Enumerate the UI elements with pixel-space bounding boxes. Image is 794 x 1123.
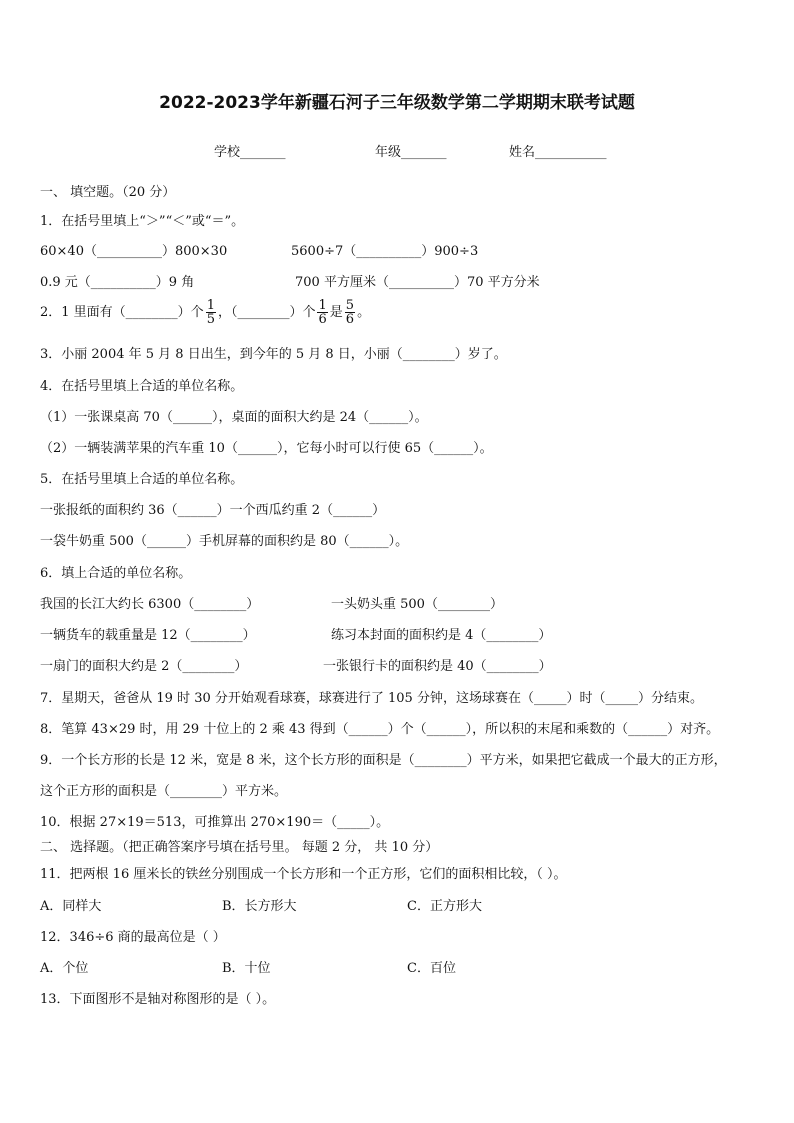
name-field: 姓名___________ xyxy=(509,145,607,160)
question-11-option-c: C．正方形大 xyxy=(407,899,482,914)
question-6f: 一张银行卡的面积约是 40（________） xyxy=(323,659,552,674)
question-4a: （1）一张课桌高 70（______），桌面的面积大约是 24（______）。 xyxy=(40,410,428,425)
question-6d: 练习本封面的面积约是 4（________） xyxy=(331,628,552,643)
question-1a: 60×40（__________）800×30 xyxy=(40,244,228,259)
question-2-prefix: 2．1 里面有（________）个 xyxy=(40,305,204,320)
question-4: 4．在括号里填上合适的单位名称。 xyxy=(40,379,244,394)
question-2-middle: ，（________）个 xyxy=(217,305,316,320)
question-11-option-b: B．长方形大 xyxy=(222,899,297,914)
question-13: 13．下面图形不是轴对称图形的是（ ）。 xyxy=(40,992,276,1007)
question-2-is: 是 xyxy=(329,305,343,320)
section-1-heading: 一、 填空题。（20 分） xyxy=(40,185,176,200)
question-10: 10．根据 27×19＝513，可推算出 270×190＝（_____）。 xyxy=(40,815,390,830)
grade-field: 年级_______ xyxy=(375,145,447,160)
question-5a: 一张报纸的面积约 36（______）一个西瓜约重 2（______） xyxy=(40,503,386,518)
question-1: 1．在括号里填上“＞”“＜”或“＝”。 xyxy=(40,214,245,229)
question-2-end: 。 xyxy=(357,305,371,320)
question-12-option-a: A．个位 xyxy=(40,961,89,976)
question-11: 11．把两根 16 厘米长的铁丝分别围成一个长方形和一个正方形，它们的面积相比较，（ ）。 xyxy=(40,867,567,882)
question-1d: 700 平方厘米（__________）70 平方分米 xyxy=(295,275,540,290)
question-9-line-2: 这个正方形的面积是（________）平方米。 xyxy=(40,784,288,799)
question-6a: 我国的长江大约长 6300（________） xyxy=(40,597,260,612)
section-2-heading: 二、 选择题。（把正确答案序号填在括号里。 每题 2 分， 共 10 分） xyxy=(40,840,439,855)
exam-title: 2022-2023学年新疆石河子三年级数学第二学期期末联考试题 xyxy=(159,93,635,113)
question-1c: 0.9 元（__________）9 角 xyxy=(40,275,195,290)
question-6b: 一头奶头重 500（________） xyxy=(331,597,503,612)
question-8: 8．笔算 43×29 时，用 29 十位上的 2 乘 43 得到（______）个（______），所以积的末尾和乘数的（______）对齐。 xyxy=(40,722,720,737)
fraction-5-6: $\frac{5}{6}$ xyxy=(345,298,355,327)
question-6e: 一扇门的面积大约是 2（________） xyxy=(40,659,248,674)
question-6c: 一辆货车的载重量是 12（________） xyxy=(40,628,256,643)
question-1b: 5600÷7（__________）900÷3 xyxy=(291,244,479,259)
fraction-1-6: $\frac{1}{6}$ xyxy=(318,298,327,327)
fraction-1-5: $\frac{1}{5}$ xyxy=(206,298,215,327)
question-12: 12．346÷6 商的最高位是（ ） xyxy=(40,930,226,945)
question-5: 5．在括号里填上合适的单位名称。 xyxy=(40,472,244,487)
question-9-line-1: 9．一个长方形的长是 12 米，宽是 8 米，这个长方形的面积是（________）平方米，如果把它截成一个最大的正方形， xyxy=(40,753,727,768)
question-12-option-c: C．百位 xyxy=(407,961,456,976)
question-6: 6．填上合适的单位名称。 xyxy=(40,566,192,581)
question-12-option-b: B．十位 xyxy=(222,961,271,976)
question-7: 7．星期天，爸爸从 19 时 30 分开始观看球赛，球赛进行了 105 分钟，这场球赛在（_____）时（_____）分结束。 xyxy=(40,691,703,706)
question-5b: 一袋牛奶重 500（______）手机屏幕的面积约是 80（______）。 xyxy=(40,534,409,549)
question-2 xyxy=(40,299,370,326)
question-3: 3．小丽 2004 年 5 月 8 日出生，到今年的 5 月 8 日，小丽（________）岁了。 xyxy=(40,347,507,362)
school-field: 学校_______ xyxy=(214,145,286,160)
question-11-option-a: A．同样大 xyxy=(40,899,102,914)
question-4b: （2）一辆装满苹果的汽车重 10（______），它每小时可以行使 65（______）。 xyxy=(40,441,493,456)
